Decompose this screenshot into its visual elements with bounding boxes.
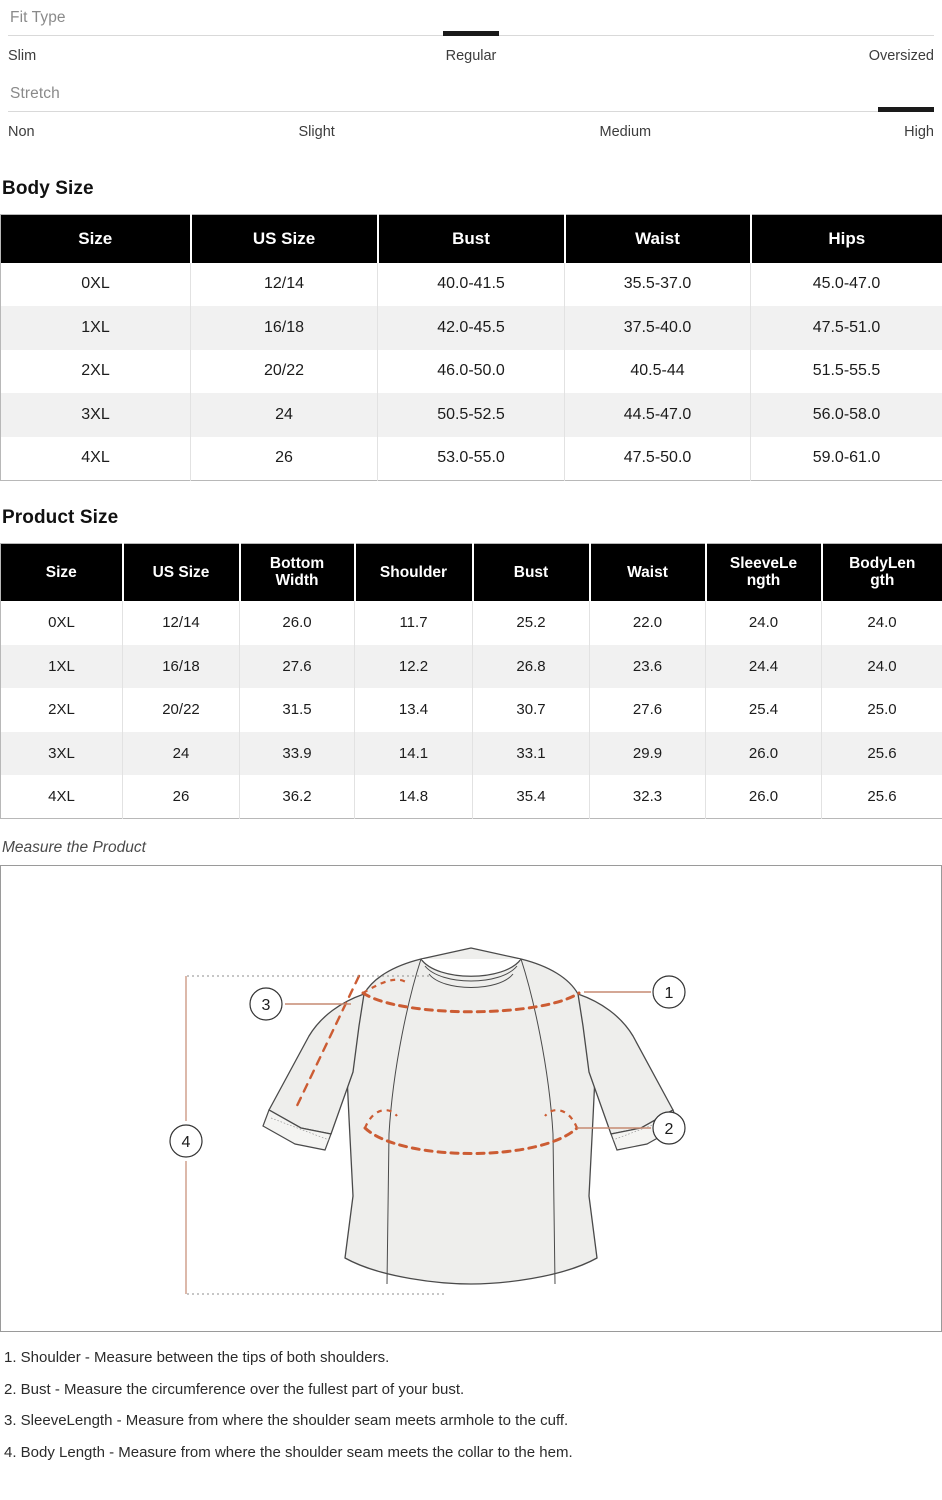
product-size-cell-bottom-width: 27.6 [240, 645, 355, 689]
product-size-header-bust: Bust [473, 543, 590, 601]
body-size-cell-us-size: 20/22 [191, 350, 378, 394]
product-size-cell-shoulder: 14.8 [355, 775, 473, 819]
product-size-cell-shoulder: 14.1 [355, 732, 473, 776]
fit-type-track-wrap [0, 30, 942, 42]
garment-illustration [1, 866, 941, 1331]
stretch-caption: Stretch [10, 85, 60, 102]
product-size-cell-bust: 33.1 [473, 732, 590, 776]
fit-type-thumb[interactable] [443, 31, 499, 36]
product-size-cell-us-size: 26 [123, 775, 240, 819]
note-3: 3. SleeveLength - Measure from where the shoulder seam meets armhole to the cuff. [4, 1412, 569, 1429]
callout-4 [170, 1125, 202, 1157]
product-size-header-row [1, 543, 942, 601]
fit-type-slider[interactable] [0, 0, 942, 76]
callout-1 [653, 976, 685, 1008]
body-size-header-hips: Hips [751, 215, 942, 263]
body-size-cell-size: 1XL [1, 306, 191, 350]
body-size-header-bust: Bust [378, 215, 565, 263]
stretch-thumb[interactable] [878, 107, 934, 112]
product-size-cell-size: 3XL [1, 732, 123, 776]
product-size-cell-size: 0XL [1, 601, 123, 645]
svg-text:4: 4 [181, 1134, 191, 1151]
product-size-cell-shoulder: 12.2 [355, 645, 473, 689]
product-size-cell-bodylength: 24.0 [822, 601, 942, 645]
product-size-cell-waist: 29.9 [590, 732, 706, 776]
body-size-cell-hips: 51.5-55.5 [751, 350, 942, 394]
body-size-cell-size: 2XL [1, 350, 191, 394]
product-size-cell-bottom-width: 36.2 [240, 775, 355, 819]
stretch-option-non[interactable]: Non [8, 124, 35, 140]
body-size-cell-waist: 35.5-37.0 [565, 263, 751, 307]
product-size-cell-waist: 32.3 [590, 775, 706, 819]
body-size-header-us-size: US Size [191, 215, 378, 263]
product-size-header-us-size: US Size [123, 543, 240, 601]
fit-type-option-regular[interactable]: Regular [445, 48, 497, 64]
product-size-cell-bust: 35.4 [473, 775, 590, 819]
table-row [1, 601, 942, 645]
body-size-cell-waist: 47.5-50.0 [565, 437, 751, 481]
fit-type-option-slim[interactable]: Slim [8, 48, 37, 64]
product-size-header-sleevelength: SleeveLe ngth [706, 543, 822, 601]
product-size-header-bottom-width: Bottom Width [240, 543, 355, 601]
body-size-table [0, 214, 942, 481]
product-size-header-size: Size [1, 543, 123, 601]
product-size-cell-us-size: 16/18 [123, 645, 240, 689]
table-row [1, 688, 942, 732]
fit-type-option-oversized[interactable]: Oversized [868, 48, 934, 64]
product-size-cell-sleevelength: 26.0 [706, 775, 822, 819]
body-size-cell-bust: 40.0-41.5 [378, 263, 565, 307]
body-size-cell-size: 4XL [1, 437, 191, 481]
product-size-cell-bodylength: 25.0 [822, 688, 942, 732]
product-size-header-shoulder: Shoulder [355, 543, 473, 601]
body-size-cell-size: 0XL [1, 263, 191, 307]
fit-type-labels [0, 42, 942, 76]
measure-the-product-label: Measure the Product [2, 839, 146, 856]
body-size-header-waist: Waist [565, 215, 751, 263]
body-size-cell-bust: 50.5-52.5 [378, 393, 565, 437]
stretch-option-slight[interactable]: Slight [298, 124, 335, 140]
body-size-cell-waist: 40.5-44 [565, 350, 751, 394]
product-size-cell-waist: 22.0 [590, 601, 706, 645]
note-1: 1. Shoulder - Measure between the tips of both shoulders. [4, 1349, 390, 1366]
svg-text:3: 3 [261, 997, 271, 1014]
body-size-header-size: Size [1, 215, 191, 263]
product-size-cell-shoulder: 11.7 [355, 601, 473, 645]
product-size-header-bodylength: BodyLen gth [822, 543, 942, 601]
product-size-cell-sleevelength: 24.4 [706, 645, 822, 689]
body-size-cell-hips: 47.5-51.0 [751, 306, 942, 350]
table-row [1, 732, 942, 776]
measurement-notes [4, 1348, 942, 1462]
table-row [1, 645, 942, 689]
measure-diagram [0, 865, 942, 1332]
body-size-cell-bust: 53.0-55.0 [378, 437, 565, 481]
table-row [1, 393, 942, 437]
product-size-cell-bust: 25.2 [473, 601, 590, 645]
stretch-slider[interactable] [0, 76, 942, 152]
product-size-cell-us-size: 24 [123, 732, 240, 776]
product-size-cell-waist: 27.6 [590, 688, 706, 732]
product-size-cell-waist: 23.6 [590, 645, 706, 689]
product-size-cell-bodylength: 24.0 [822, 645, 942, 689]
note-2: 2. Bust - Measure the circumference over the fullest part of your bust. [4, 1380, 465, 1398]
body-size-cell-bust: 46.0-50.0 [378, 350, 565, 394]
garment-shape [263, 948, 679, 1284]
svg-text:2: 2 [664, 1121, 674, 1138]
product-size-cell-bodylength: 25.6 [822, 775, 942, 819]
stretch-option-high[interactable]: High [904, 124, 934, 140]
table-row [1, 306, 942, 350]
product-size-cell-bust: 26.8 [473, 645, 590, 689]
product-size-header-waist: Waist [590, 543, 706, 601]
product-size-cell-us-size: 20/22 [123, 688, 240, 732]
product-size-cell-bottom-width: 26.0 [240, 601, 355, 645]
fit-type-caption: Fit Type [10, 9, 66, 26]
body-size-cell-us-size: 16/18 [191, 306, 378, 350]
product-size-table [0, 543, 942, 820]
body-size-cell-bust: 42.0-45.5 [378, 306, 565, 350]
body-size-cell-hips: 59.0-61.0 [751, 437, 942, 481]
stretch-track-wrap [0, 106, 942, 118]
table-row [1, 775, 942, 819]
callout-3 [250, 988, 282, 1020]
body-size-cell-us-size: 26 [191, 437, 378, 481]
product-size-title: Product Size [2, 506, 119, 528]
product-size-cell-bottom-width: 33.9 [240, 732, 355, 776]
callout-2 [653, 1112, 685, 1144]
product-size-cell-sleevelength: 26.0 [706, 732, 822, 776]
product-size-cell-us-size: 12/14 [123, 601, 240, 645]
body-size-cell-waist: 44.5-47.0 [565, 393, 751, 437]
product-size-cell-shoulder: 13.4 [355, 688, 473, 732]
product-size-cell-sleevelength: 24.0 [706, 601, 822, 645]
body-size-cell-us-size: 24 [191, 393, 378, 437]
body-size-cell-waist: 37.5-40.0 [565, 306, 751, 350]
product-size-cell-sleevelength: 25.4 [706, 688, 822, 732]
product-size-cell-bottom-width: 31.5 [240, 688, 355, 732]
stretch-labels [0, 118, 942, 152]
stretch-option-medium[interactable]: Medium [599, 124, 652, 140]
svg-text:1: 1 [664, 985, 674, 1002]
stretch-track [8, 111, 934, 112]
product-size-cell-bodylength: 25.6 [822, 732, 942, 776]
product-size-cell-size: 2XL [1, 688, 123, 732]
product-size-cell-size: 4XL [1, 775, 123, 819]
table-row [1, 263, 942, 307]
body-size-cell-size: 3XL [1, 393, 191, 437]
body-size-cell-us-size: 12/14 [191, 263, 378, 307]
body-size-cell-hips: 56.0-58.0 [751, 393, 942, 437]
product-size-cell-size: 1XL [1, 645, 123, 689]
body-size-cell-hips: 45.0-47.0 [751, 263, 942, 307]
table-row [1, 437, 942, 481]
table-row [1, 350, 942, 394]
product-size-cell-bust: 30.7 [473, 688, 590, 732]
body-size-title: Body Size [2, 178, 94, 199]
body-size-header-row [1, 215, 942, 263]
note-4: 4. Body Length - Measure from where the shoulder seam meets the collar to the hem. [4, 1443, 573, 1461]
